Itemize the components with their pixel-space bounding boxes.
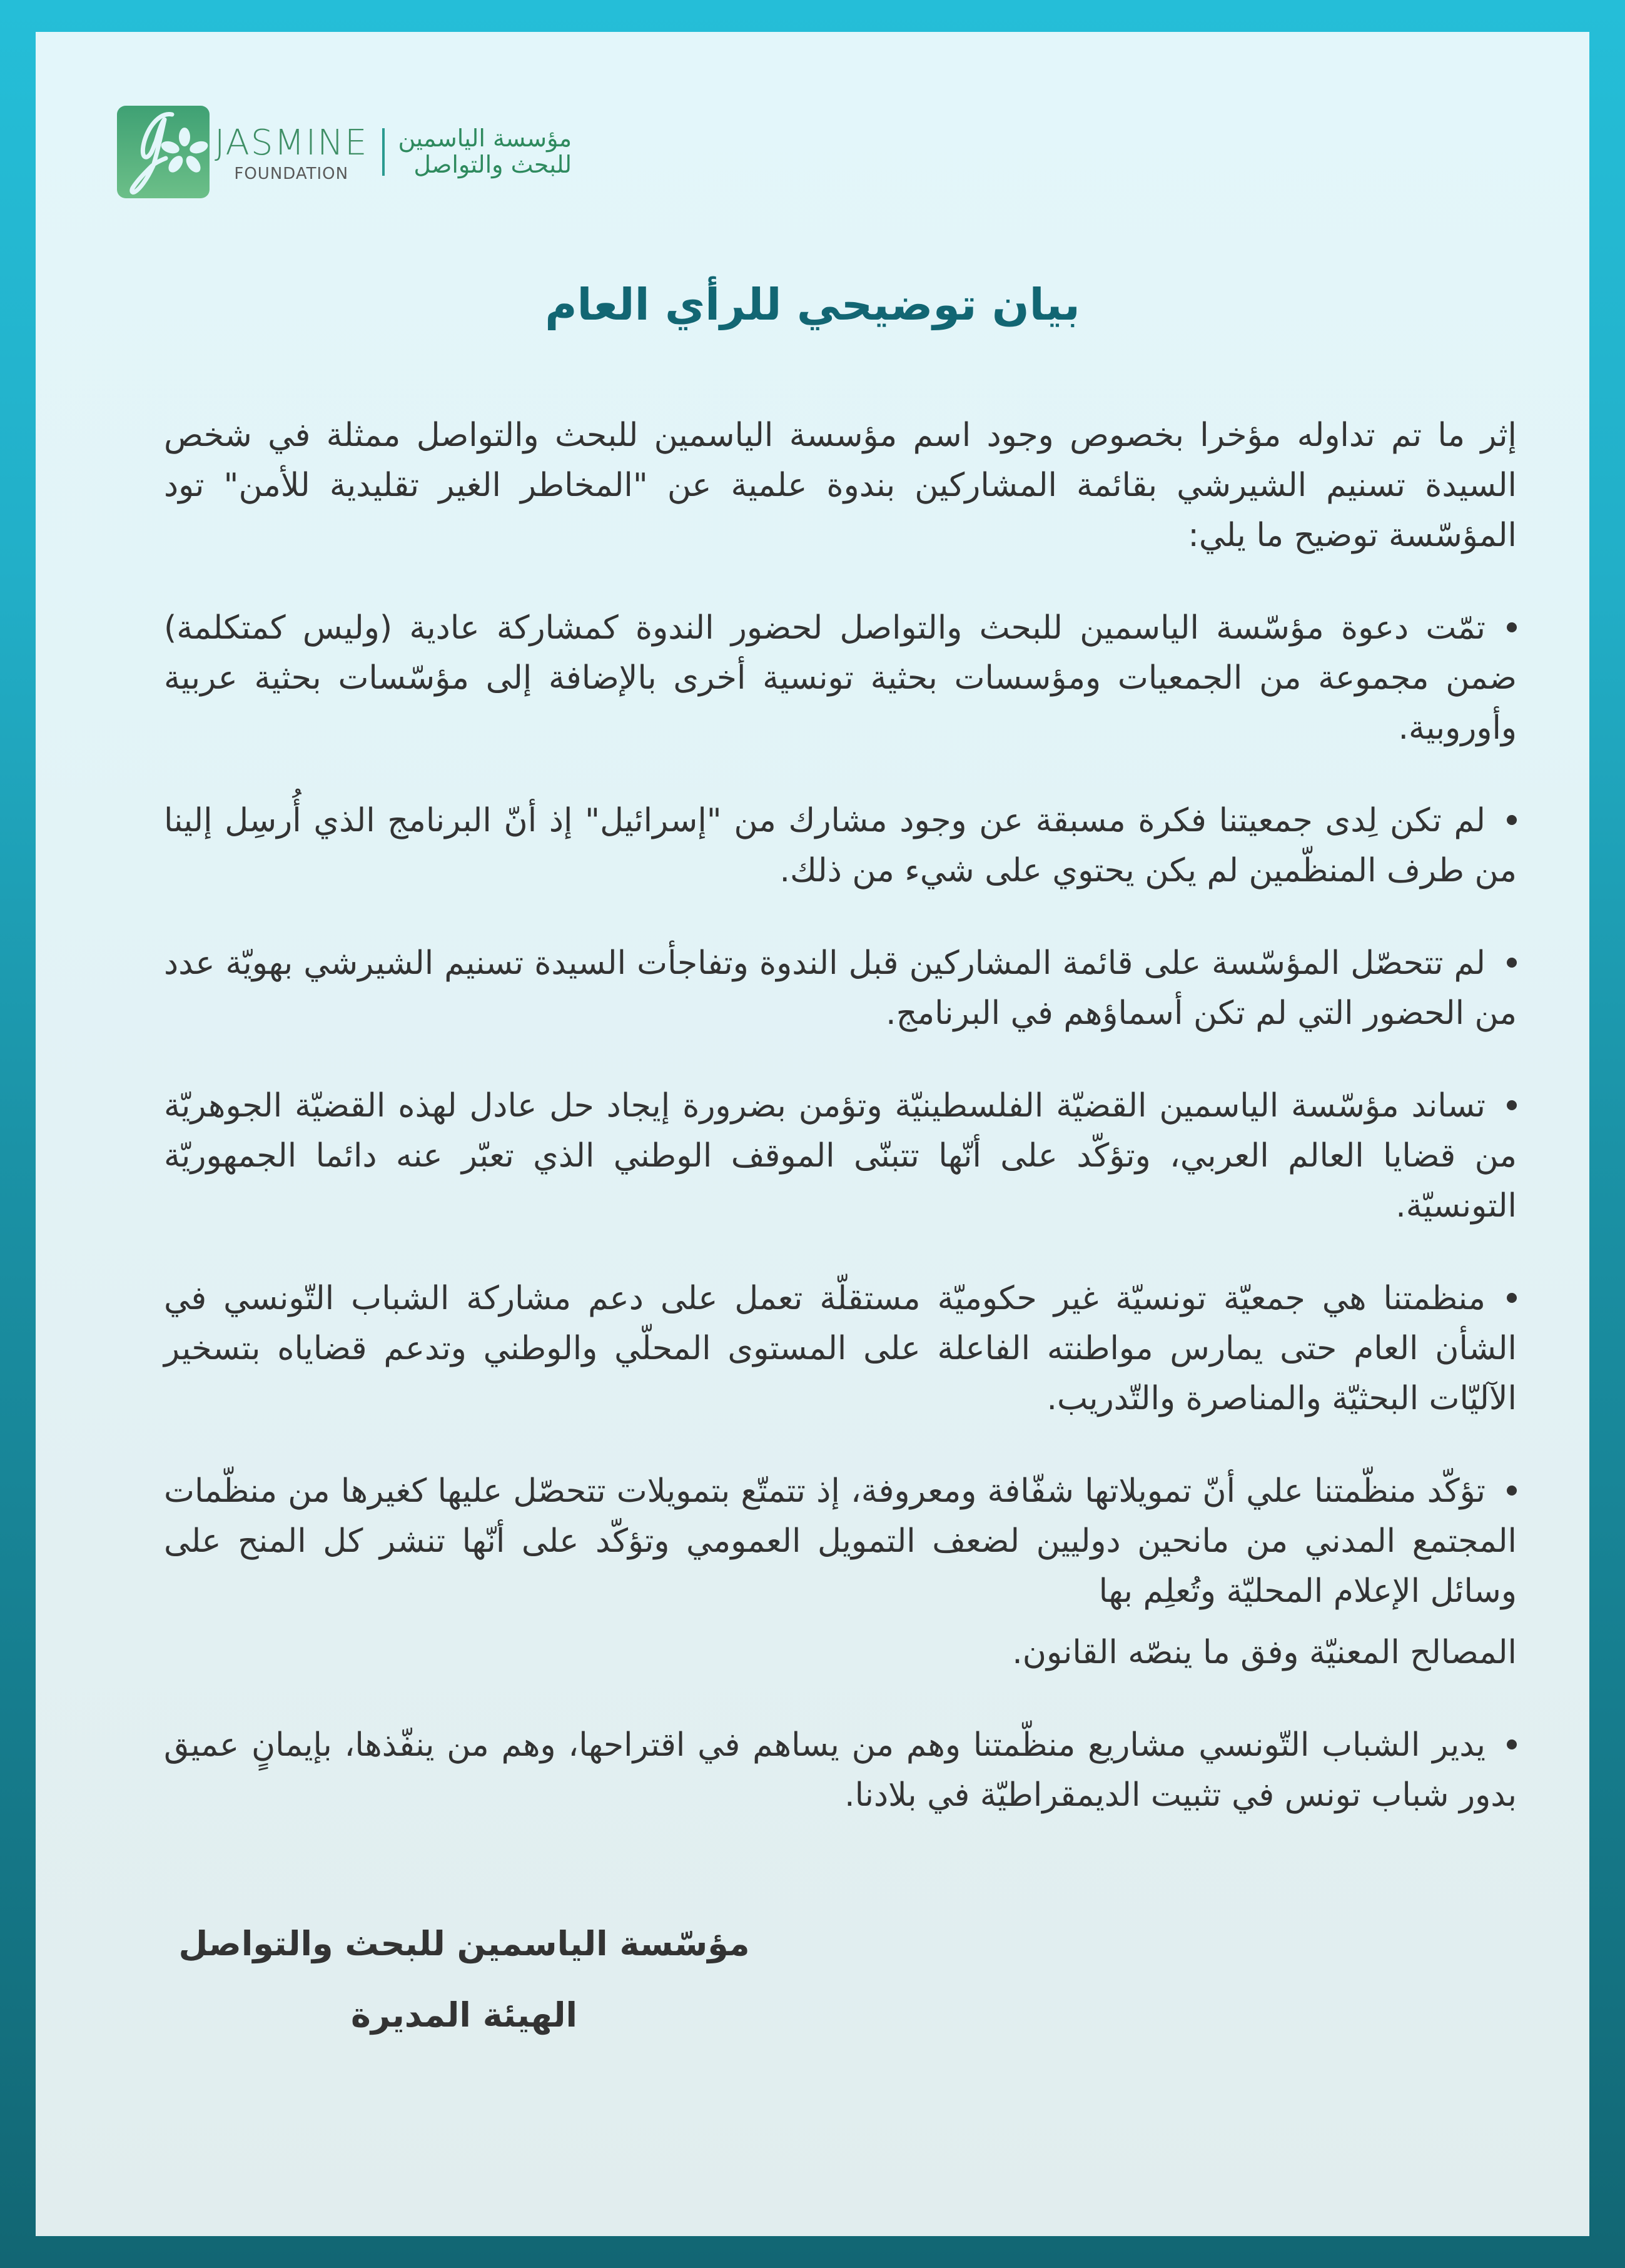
logo-arabic-wordmark [398,126,572,178]
signature-block [136,1924,792,2035]
statement-point [164,1720,1517,1820]
signature-organization: مؤسّسة الياسمين للبحث والتواصل [178,1924,750,1963]
bullet-icon [1507,1100,1517,1110]
point-text: لم تتحصّل المؤسّسة على قائمة المشاركين قبل الندوة وتفاجأت السيدة تسنيم الشيرشي بهويّة عدد من الحضور التي لم تكن أسماؤهم في البرنامج. [164,944,1517,1032]
statement-point [164,1081,1517,1231]
point-text: تمّت دعوة مؤسّسة الياسمين للبحث والتواصل لحضور الندوة كمشاركة عادية (وليس كمتكلمة) ضمن مجموعة من الجمعيات ومؤسسات بحثية تونسية أخرى بالإضافة إلى مؤسّسات بحثية عربية وأوروبية. [164,609,1517,747]
statement-points [164,603,1517,1820]
intro-paragraph: إثر ما تم تداوله مؤخرا بخصوص وجود اسم مؤسسة الياسمين للبحث والتواصل ممثلة في شخص السيدة تسنيم الشيرشي بقائمة المشاركين بندوة علمية عن "المخاطر الغير تقليدية للأمن" تود المؤسّسة توضيح ما يلي: [164,417,1517,554]
statement-point [164,796,1517,896]
statement-point [164,1273,1517,1424]
bullet-icon [1507,1293,1517,1303]
point-text-tail: المصالح المعنيّة وفق ما ينصّه القانون. [1012,1634,1517,1671]
logo-latin-subtitle: FOUNDATION [234,165,349,184]
logo-latin-wordmark [215,123,368,184]
statement-point [164,1466,1517,1678]
logo-latin-name: JASMINE [215,123,368,164]
signature-board: الهيئة المديرة [351,1995,577,2035]
foundation-logo [117,105,572,199]
jasmine-flower-logo-icon [117,106,210,198]
bullet-icon [1507,958,1517,968]
point-text: لم تكن لِدى جمعيتنا فكرة مسبقة عن وجود مشارك من "إسرائيل" إذ أنّ البرنامج الذي أُرسِل إلينا من طرف المنظّمين لم يكن يحتوي على شيء من ذلك. [164,802,1517,889]
page-title: بيان توضيحي للرأي العام [545,278,1080,330]
logo-arabic-line-1: مؤسسة الياسمين [398,124,572,153]
bullet-icon [1507,1486,1517,1496]
point-text: تساند مؤسّسة الياسمين القضيّة الفلسطينيّة وتؤمن بضرورة إيجاد حل عادل لهذه القضيّة الجوهريّة من قضايا العالم العربي، وتؤكّد على أنّها تتبنّى الموقف الوطني الذي تعبّر عنه دائما الجمهوريّة التونسيّة. [164,1087,1517,1225]
point-text: يدير الشباب التّونسي مشاريع منظّمتنا وهم من يساهم في اقتراحها، وهم من ينفّذها، بإيمانٍ عميق بدور شباب تونس في تثبيت الديمقراطيّة في بلادنا. [164,1726,1517,1814]
logo-arabic-line-2: للبحث والتواصل [413,151,572,178]
statement-body [164,410,1517,1863]
point-text: منظمتنا هي جمعيّة تونسيّة غير حكوميّة مستقلّة تعمل على دعم مشاركة الشباب التّونسي في الشأن العام حتى يمارس مواطنته الفاعلة على المستوى المحلّي والوطني وتدعم قضاياه بتسخير الآليّات البحثيّة والمناصرة والتّدريب. [164,1280,1517,1417]
statement-point [164,603,1517,753]
bullet-icon [1507,1739,1517,1749]
statement-point [164,938,1517,1038]
bullet-icon [1507,815,1517,825]
point-text: تؤكّد منظّمتنا علي أنّ تمويلاتها شفّافة ومعروفة، إذ تتمتّع بتمويلات تتحصّل عليها كغيرها من منظّمات المجتمع المدني من مانحين دوليين لضعف التمويل العمومي وتؤكّد على أنّها تنشر كل المنح على وسائل الإعلام المحليّة وتُعلِم بها [164,1472,1517,1610]
logo-divider [382,128,385,176]
document-page [36,32,1589,2236]
bullet-icon [1507,622,1517,632]
